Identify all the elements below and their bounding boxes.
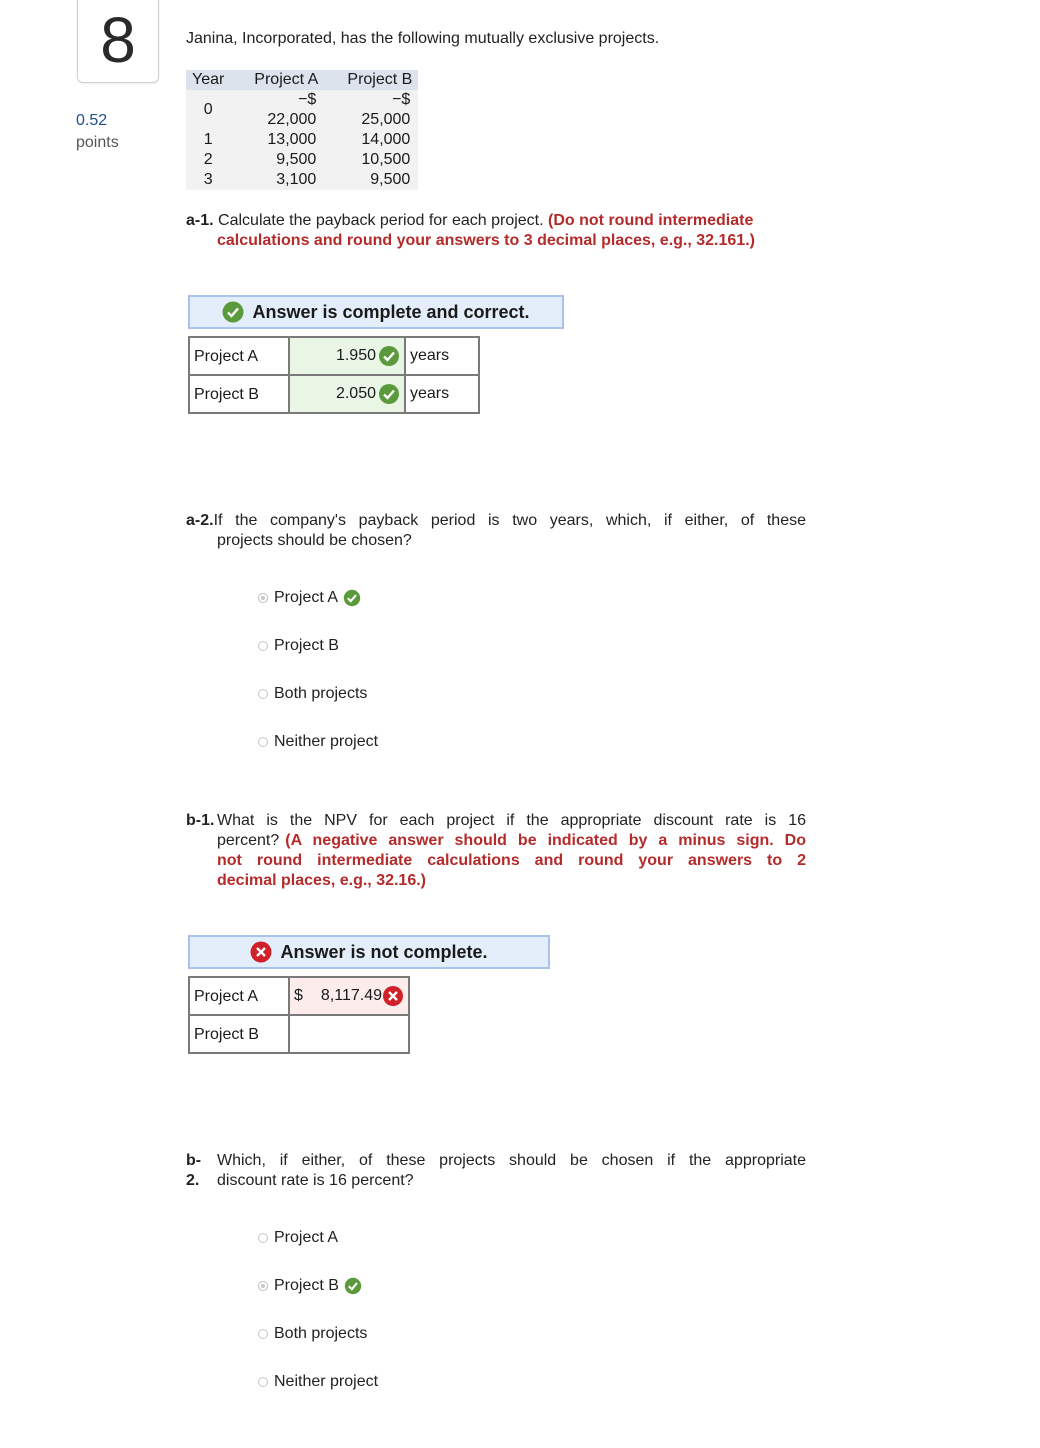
question-b2 [186, 1151, 806, 1191]
table-row [189, 375, 479, 413]
option-label: Both projects [274, 685, 368, 702]
option-label: Both projects [274, 1325, 368, 1342]
check-circle-icon [378, 383, 400, 405]
year-cell: 2 [203, 151, 213, 168]
payback-value-a: 1.950 [335, 347, 376, 364]
option-label: Project A [274, 589, 339, 606]
b2-option-both[interactable] [258, 1325, 367, 1343]
radio-unselected[interactable] [258, 1329, 268, 1339]
option-label: Neither project [274, 1373, 379, 1390]
unit-cell: years [405, 375, 479, 413]
question-number: 8 [100, 4, 136, 76]
question-b1 [186, 811, 806, 891]
answer-correct-banner [188, 295, 564, 329]
radio-unselected[interactable] [258, 689, 268, 699]
header-project-b: Project B [324, 70, 418, 90]
npv-answer-table [188, 976, 410, 1054]
banner-text: Answer is complete and correct. [252, 301, 530, 322]
cash-a: 22,000 [267, 111, 317, 128]
npv-input-b[interactable] [289, 1015, 409, 1053]
b2-text-1: Which, if either, of these projects should be chosen if the appropriate [217, 1152, 806, 1169]
a1-label: a-1. [186, 212, 214, 229]
table-row [186, 130, 418, 150]
a2-label: a-2. [186, 512, 214, 529]
cash-b: 9,500 [370, 171, 411, 188]
x-circle-icon [382, 985, 404, 1007]
payback-input-a[interactable] [289, 337, 405, 375]
payback-value-b: 2.050 [335, 385, 376, 402]
points-label: points [76, 134, 119, 151]
a2-text-2: projects should be chosen? [217, 532, 412, 549]
npv-input-a[interactable] [289, 977, 409, 1015]
banner-text: Answer is not complete. [280, 941, 488, 962]
b1-instruction-3: decimal places, e.g., 32.16.) [217, 872, 426, 889]
table-row [189, 337, 479, 375]
a1-instruction-2: calculations and round your answers to 3 decimal places, e.g., 32.161.) [217, 232, 755, 249]
cash-b: 10,500 [361, 151, 411, 168]
cash-sign-a: −$ [298, 91, 317, 108]
b2-option-neither[interactable] [258, 1373, 378, 1391]
a1-text: Calculate the payback period for each project. [218, 212, 544, 229]
check-circle-icon [222, 301, 244, 323]
radio-unselected[interactable] [258, 1377, 268, 1387]
table-row [189, 977, 409, 1015]
npv-value-a: 8,117.49 [320, 987, 382, 1004]
radio-unselected[interactable] [258, 641, 268, 651]
answer-incomplete-banner [188, 935, 550, 969]
cash-a: 9,500 [276, 151, 317, 168]
row-label: Project A [189, 337, 289, 375]
a2-text-1: If the company's payback period is two years, which, if either, of these [213, 512, 806, 529]
payback-answer-table [188, 336, 480, 414]
cash-b: 25,000 [361, 111, 411, 128]
cash-a: 13,000 [267, 131, 317, 148]
a2-option-project-b[interactable] [258, 637, 339, 655]
cash-sign-b: −$ [392, 91, 411, 108]
a2-option-neither[interactable] [258, 733, 378, 751]
b2-label-a: b- [186, 1152, 202, 1169]
radio-selected[interactable] [258, 593, 268, 603]
year-cell: 0 [203, 101, 213, 118]
table-row [186, 170, 418, 190]
unit-cell: years [405, 337, 479, 375]
a2-option-both[interactable] [258, 685, 367, 703]
check-circle-icon [343, 589, 361, 607]
a2-option-project-a[interactable] [258, 589, 361, 607]
header-year: Year [186, 70, 230, 90]
header-project-a: Project A [230, 70, 324, 90]
check-circle-icon [344, 1277, 362, 1295]
cash-b: 14,000 [361, 131, 411, 148]
radio-unselected[interactable] [258, 737, 268, 747]
year-cell: 1 [203, 131, 213, 148]
points-value: 0.52 [76, 112, 108, 129]
b2-option-project-a[interactable] [258, 1229, 338, 1247]
cash-flow-header-row [186, 70, 418, 90]
cash-a: 3,100 [276, 171, 317, 188]
question-a2 [186, 511, 806, 551]
row-label: Project B [189, 375, 289, 413]
b2-option-project-b[interactable] [258, 1277, 362, 1295]
cash-flow-table [186, 70, 418, 190]
row-label: Project A [189, 977, 289, 1015]
option-label: Project A [274, 1229, 339, 1246]
check-circle-icon [378, 345, 400, 367]
b1-text-2a: percent? [217, 832, 280, 849]
radio-unselected[interactable] [258, 1233, 268, 1243]
row-label: Project B [189, 1015, 289, 1053]
b2-text-2: discount rate is 16 percent? [217, 1172, 414, 1189]
payback-input-b[interactable] [289, 375, 405, 413]
table-row [186, 90, 418, 110]
b2-label-b: 2. [186, 1172, 200, 1189]
table-row [189, 1015, 409, 1053]
question-intro: Janina, Incorporated, has the following mutually exclusive projects. [186, 30, 660, 47]
currency-symbol: $ [294, 987, 303, 1004]
a1-instruction-1: (Do not round intermediate [548, 212, 754, 229]
b1-instruction-2: not round intermediate calculations and round your answers to 2 [217, 852, 806, 869]
option-label: Project B [274, 1277, 339, 1294]
year-cell: 3 [203, 171, 213, 188]
x-circle-icon [250, 941, 272, 963]
radio-selected[interactable] [258, 1281, 268, 1291]
option-label: Project B [274, 637, 339, 654]
question-a1 [186, 211, 826, 251]
b1-label: b-1. [186, 812, 215, 829]
table-row [186, 150, 418, 170]
option-label: Neither project [274, 733, 379, 750]
question-number-box [77, 0, 159, 83]
b1-instruction-1: (A negative answer should be indicated by a minus sign. Do [285, 832, 806, 849]
b1-text-1: What is the NPV for each project if the appropriate discount rate is 16 [217, 812, 806, 829]
